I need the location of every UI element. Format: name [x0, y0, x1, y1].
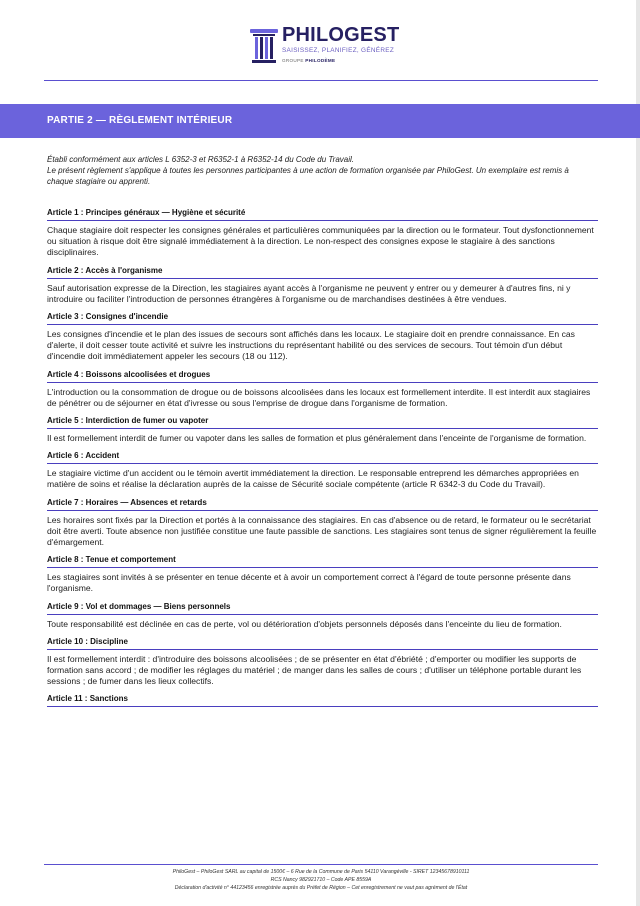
intro-line: Établi conformément aux articles L 6352-3 et R6352-1 à R6352-14 du Code du Travail.: [47, 155, 354, 164]
article-7: [47, 497, 598, 549]
header-divider: [44, 80, 598, 81]
article-body: Les stagiaires sont invités à se présenter en tenue décente et à avoir un comportement correct à l'égard de toute personne présente dans l'organisme.: [47, 572, 571, 594]
article-heading: Article 4 : Boissons alcoolisées et drogues: [47, 369, 598, 383]
article-heading: Article 5 : Interdiction de fumer ou vapoter: [47, 415, 598, 429]
brand-name: PHILOGEST: [282, 24, 400, 46]
article-5: [47, 415, 598, 444]
footer-line: RCS Nancy 982921710 – Code APE 8559A: [270, 877, 372, 883]
articles-list: [47, 207, 598, 713]
article-body: Sauf autorisation expresse de la Direction, les stagiaires ayant accès à l'organisme ne peuvent y entrer ou y demeurer à d'autres fins, ni y introduire ou faciliter l'introduction de personnes étrangères à l'organisme ou de marchandises destinées à être vendues.: [47, 282, 571, 304]
article-11: [47, 693, 598, 707]
section-band: [0, 104, 640, 138]
article-3: [47, 311, 598, 363]
article-4: [47, 369, 598, 409]
article-body: L'introduction ou la consommation de drogue ou de boissons alcoolisées dans les locaux est formellement interdite. Il est interdit aux stagiaires de pénétrer ou de séjourner en état d'ivresse ou sous l'emprise de drogue dans l'organisme de formation.: [47, 386, 591, 408]
article-heading: Article 8 : Tenue et comportement: [47, 554, 598, 568]
legal-footer: [44, 868, 598, 892]
brand-tagline: SAISISSEZ, PLANIFIEZ, GÉNÉREZ: [282, 47, 395, 54]
article-10: [47, 636, 598, 688]
article-6: [47, 450, 598, 490]
article-9: [47, 601, 598, 630]
intro-line: Le présent règlement s'applique à toutes les personnes participantes à une action de formation organisée par PhiloGest. Un exemplaire est remis à chaque stagiaire ou apprenti.: [47, 166, 569, 186]
intro-text: [47, 154, 597, 187]
footer-line: Déclaration d'activité n° 44123456 enregistrée auprès du Préfet de Région – Cet enregistrement ne vaut pas agrément de l'État: [174, 885, 468, 891]
article-body: Toute responsabilité est déclinée en cas de perte, vol ou détérioration d'objets personnels déposés dans l'enceinte du lieu de formation.: [47, 618, 562, 629]
article-heading: Article 11 : Sanctions: [47, 693, 598, 707]
article-2: [47, 265, 598, 305]
article-heading: Article 6 : Accident: [47, 450, 598, 464]
footer-line: PhiloGest – PhiloGest SARL au capital de 1500€ – 6 Rue de la Commune de Paris 54110 Varangéville - SIRET 12345678910111: [172, 869, 470, 875]
article-heading: Article 2 : Accès à l'organisme: [47, 265, 598, 279]
article-heading: Article 1 : Principes généraux — Hygiène et sécurité: [47, 207, 598, 221]
article-8: [47, 554, 598, 594]
article-1: [47, 207, 598, 259]
section-title: PARTIE 2 — RÈGLEMENT INTÉRIEUR: [47, 115, 233, 126]
column-logo-icon: [248, 27, 280, 67]
article-heading: Article 3 : Consignes d'incendie: [47, 311, 598, 325]
article-body: Il est formellement interdit de fumer ou vapoter dans les salles de formation et plus généralement dans l'enceinte de l'organisme de formation.: [47, 433, 587, 444]
article-body: Le stagiaire victime d'un accident ou le témoin avertit immédiatement la direction. Le responsable entreprend les démarches appropriées en matière de soins et réalise la déclaration auprès de la caisse de Sécurité sociale compétente (article R 6342-3 du Code du Travail).: [47, 468, 579, 490]
article-body: Il est formellement interdit : d'introduire des boissons alcoolisées ; de se présenter en état d'ébriété ; d'emporter ou modifier les supports de formation sans accord ; de modifier les réglages du matériel ; de manger dans les salles de cours ; d'utiliser un téléphone portable durant les sessions ; de fumer dans les lieux collectifs.: [47, 653, 582, 687]
footer-divider: [44, 864, 598, 865]
company-logo: [248, 24, 398, 74]
group-name: GROUPE PHILODÈME: [282, 58, 336, 63]
article-heading: Article 7 : Horaires — Absences et retards: [47, 497, 598, 511]
article-heading: Article 9 : Vol et dommages — Biens personnels: [47, 601, 598, 615]
article-heading: Article 10 : Discipline: [47, 636, 598, 650]
article-body: Les consignes d'incendie et le plan des issues de secours sont affichés dans les locaux. Le stagiaire doit en prendre connaissance. En cas d'alerte, il doit cesser toute activité et suivre les instructions du représentant habilité ou des services de secours. Tout témoin d'un début d'incendie doit immédiatement appeler les secours (18 ou 112).: [47, 329, 575, 362]
article-body: Les horaires sont fixés par la Direction et portés à la connaissance des stagiaires. En cas d'absence ou de retard, le formateur ou le secrétariat doit être averti. Toute absence non justifiée constitue une faute passible de sanctions. Les stagiaires sont tenus de signer régulièrement la feuille d'émargement.: [47, 514, 597, 548]
article-body: Chaque stagiaire doit respecter les consignes générales et particulières communiquées par la direction ou le formateur. Tout dysfonctionnement ou situation à risque doit être signalé immédiatement à la direction. Le non-respect des consignes expose le stagiaire à des sanctions disciplinaires.: [47, 225, 594, 258]
